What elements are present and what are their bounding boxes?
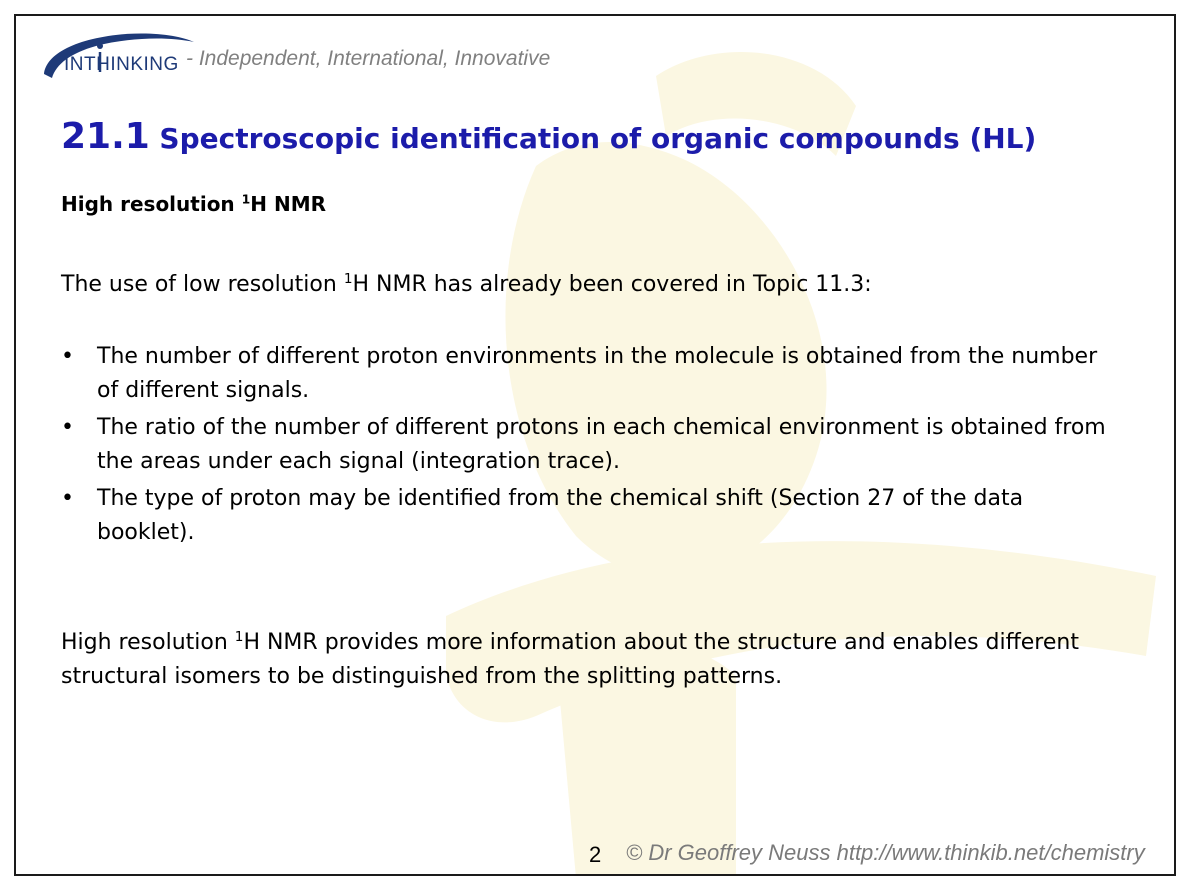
list-item xyxy=(61,411,1121,479)
title-number: 21.1 xyxy=(61,116,150,157)
intro-text: The use of low resolution xyxy=(61,272,344,297)
bullet-list xyxy=(61,340,1121,553)
page-number: 2 xyxy=(589,842,602,867)
section-heading-text-end: H NMR xyxy=(250,192,327,216)
logo-text: INTHINKING xyxy=(64,54,179,75)
list-item xyxy=(61,482,1121,550)
intro-text-end: H NMR has already been covered in Topic 11.3: xyxy=(352,272,872,297)
superscript: 1 xyxy=(343,270,353,287)
list-item xyxy=(61,340,1121,408)
superscript: 1 xyxy=(241,191,251,207)
section-heading-text: High resolution xyxy=(61,192,242,216)
list-item-text: The type of proton may be identified from the chemical shift (Section 27 of the data booklet). xyxy=(97,486,1024,545)
bullet-icon: • xyxy=(61,415,74,440)
list-item-text: The ratio of the number of different protons in each chemical environment is obtained from the areas under each signal (integration trace). xyxy=(97,415,1106,474)
tagline: - Independent, International, Innovative xyxy=(186,47,551,70)
bullet-icon: • xyxy=(61,344,74,369)
final-paragraph xyxy=(61,626,1141,694)
copyright-text: © Dr Geoffrey Neuss http://www.thinkib.net/chemistry xyxy=(626,840,1145,865)
intro-paragraph xyxy=(61,268,1141,302)
section-heading xyxy=(61,192,326,216)
slide xyxy=(14,14,1176,876)
page-title xyxy=(61,116,1036,157)
title-text: Spectroscopic identification of organic compounds (HL) xyxy=(159,122,1037,155)
superscript: 1 xyxy=(234,628,244,645)
bullet-icon: • xyxy=(61,486,74,511)
list-item-text: The number of different proton environments in the molecule is obtained from the number of different signals. xyxy=(97,344,1098,403)
final-text-end: H NMR provides more information about the structure and enables different structural isomers to be distinguished from the splitting patterns. xyxy=(61,630,1079,689)
final-text: High resolution xyxy=(61,630,235,655)
